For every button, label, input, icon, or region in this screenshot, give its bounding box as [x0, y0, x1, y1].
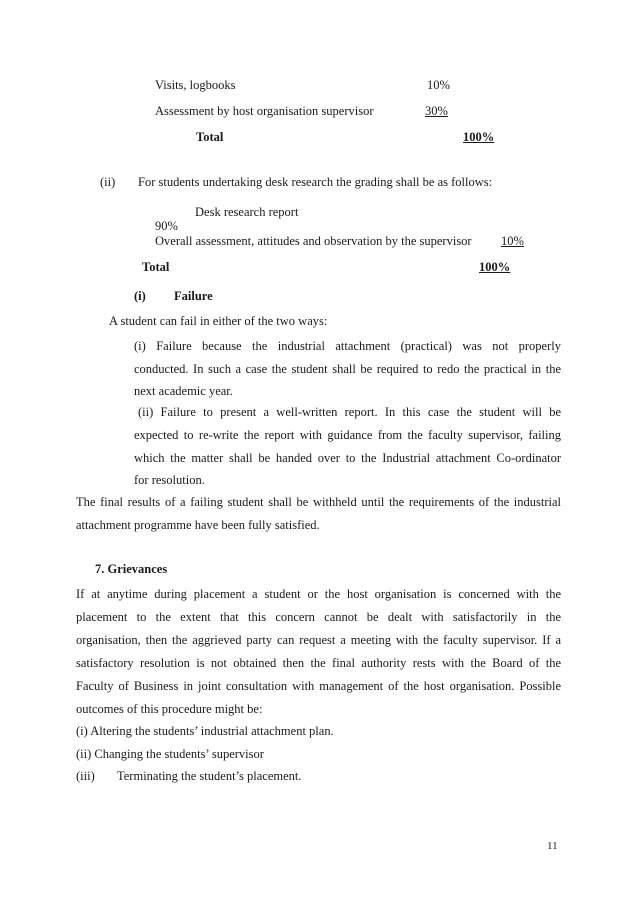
failure-final-line2: attachment programme have been fully satisfied.: [76, 518, 320, 532]
desk-total-label: Total: [142, 260, 170, 274]
desk-research-number: (ii): [100, 175, 116, 189]
failure-reason2-line3: which the matter shall be handed over to the Industrial attachment Co-ordinator: [134, 451, 561, 465]
failure-reason2-line1: (ii) Failure to present a well-written report. In this case the student will be: [138, 405, 561, 419]
grievances-outcome3-text: Terminating the student’s placement.: [117, 769, 302, 783]
failure-reason1-line2: conducted. In such a case the student shall be required to redo the practical in the: [134, 362, 561, 376]
grievances-outcome3-number: (iii): [76, 769, 95, 783]
grievances-outcome1: (i) Altering the students’ industrial attachment plan.: [76, 724, 334, 738]
grading-total-label: Total: [196, 130, 224, 144]
grievances-heading: 7. Grievances: [95, 562, 168, 576]
grading-row-host-value: 30%: [425, 104, 448, 118]
grading-row-host-label: Assessment by host organisation supervisor: [155, 104, 374, 118]
failure-reason1-line1: (i) Failure because the industrial attachment (practical) was not properly: [134, 339, 561, 353]
grievances-line6: outcomes of this procedure might be:: [76, 702, 263, 716]
grading-row-visits-value: 10%: [427, 78, 450, 92]
grievances-line4: satisfactory resolution is not obtained then the final authority rests with the Board of the: [76, 656, 561, 670]
desk-report-label: Desk research report: [195, 205, 299, 219]
failure-reason2-line2: expected to re-write the report with guidance from the faculty supervisor, failing: [134, 428, 561, 442]
grievances-line2: placement to the extent that this concern cannot be dealt with satisfactorily in the: [76, 610, 561, 624]
desk-research-intro: For students undertaking desk research the grading shall be as follows:: [138, 175, 493, 189]
desk-overall-label: Overall assessment, attitudes and observation by the supervisor: [155, 234, 472, 248]
failure-number: (i): [134, 289, 146, 303]
failure-intro: A student can fail in either of the two ways:: [109, 314, 328, 328]
page-number: 11: [547, 840, 558, 852]
grievances-line5: Faculty of Business in joint consultation with management of the host organisation. Possible: [76, 679, 561, 693]
grievances-line1: If at anytime during placement a student or the host organisation is concerned with the: [76, 587, 561, 601]
grievances-outcome2: (ii) Changing the students’ supervisor: [76, 747, 264, 761]
desk-overall-value: 10%: [501, 234, 524, 248]
failure-heading: Failure: [174, 289, 213, 303]
grievances-line3: organisation, then the aggrieved party can request a meeting with the faculty supervisor. If a: [76, 633, 561, 647]
desk-report-value: 90%: [155, 219, 178, 233]
failure-reason2-line4: for resolution.: [134, 473, 205, 487]
desk-total-value: 100%: [479, 260, 511, 274]
grading-row-visits-label: Visits, logbooks: [155, 78, 236, 92]
grading-total-value: 100%: [463, 130, 495, 144]
failure-final-line1: The final results of a failing student shall be withheld until the requirements of the industrial: [76, 495, 561, 509]
failure-reason1-line3: next academic year.: [134, 384, 233, 398]
